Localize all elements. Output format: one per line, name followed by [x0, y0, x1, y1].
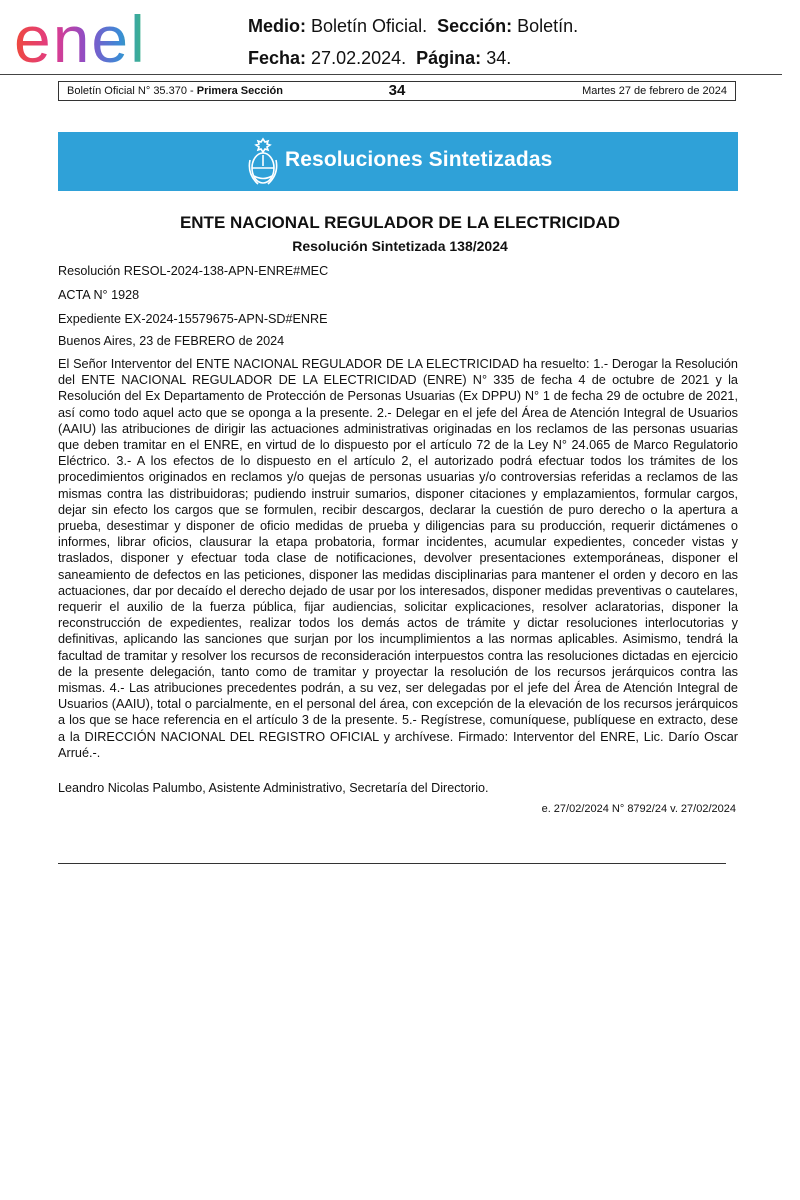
top-divider — [0, 74, 782, 75]
meta-line-2 — [248, 42, 578, 74]
pagina-value: 34. — [486, 48, 512, 68]
boletin-header — [58, 81, 736, 101]
resolution-reference: Resolución RESOL-2024-138-APN-ENRE#MEC — [58, 264, 329, 278]
banner-title: Resoluciones Sintetizadas — [285, 148, 553, 171]
expediente-number: Expediente EX-2024-15579675-APN-SD#ENRE — [58, 312, 328, 326]
fecha-label: Fecha: — [248, 48, 307, 68]
pagina-label: Página: — [416, 48, 482, 68]
resolution-body: El Señor Interventor del ENTE NACIONAL REGULADOR DE LA ELECTRICIDAD ha resuelto: 1.- Derogar la Resolución del ENTE NACIONAL REGULADOR DE LA ELECTRICIDAD (ENRE) N° 335 de fecha 4 de octubre de 2021 y la Resolución del Ex Departamento de Protección de Personas Usuarias (Ex DPPU) N° 1 de fecha 29 de octubre de 2021, así como todo aquel acto que se oponga a la presente. 2.- Delegar en el jefe del Área de Atención Integral de Usuarios (AAIU) las atribuciones de dirigir las actuaciones administrativas originadas en los reclamos de las personas usuarias que deben tramitar en el ENRE, en virtud de lo dispuesto por el artículo 72 de la Ley N° 24.065 de Marco Regulatorio Eléctrico. 3.- A los efectos de lo dispuesto en el artículo 2, el autorizado podrá efectuar todos los trámites de los procedimientos originados en reclamos y/o quejas de personas usuarias y/o controversias referidas a reclamos de las mismas contra las distribuidoras; pudiendo instruir sumarios, disponer citaciones y emplazamientos, formular cargos, dejar sin efecto los cargos que se formulen, recibir descargos, declarar la cuestión de puro derecho o la apertura a prueba, desestimar y disponer de oficio medidas de prueba y diligencias para su producción, requerir dictámenes o informes, librar oficios, clausurar la etapa probatoria, formar incidentes, acumular expedientes, conceder vistas y traslados, disponer y efectuar toda clase de notificaciones, devolver presentaciones extemporáneas, disponer el saneamiento de defectos en las peticiones, disponer las medidas disciplinarias para mantener el orden y decoro en las actuaciones, dar por decaído el derecho dejado de usar por los interesados, disponer medidas preventivas o cautelares, requerir el auxilio de la fuerza pública, fijar audiencias, solicitar explicaciones, resolver aclaratorias, disponer la reconstrucción de expedientes, realizar todos los demás actos de trámite y dictar resoluciones interlocutorias y definitivas, aplicando las sanciones que surjan por los incumplimientos a las normas aplicables. Asimismo, tendrá la facultad de tramitar y resolver los recursos de reconsideración interpuestos contra las resoluciones dictadas en ejercicio de la presente delegación, tanto como de tramitar y proyectar la resolución de los recursos jerárquicos contra las mismas. 4.- Las atribuciones precedentes podrán, a su vez, ser delegadas por el jefe del Área de Atención Integral de Usuarios (AAIU), total o parcialmente, en el personal del área, con excepción de la elevación de los recursos jerárquicos a los que se hace referencia en el artículo 3 de la presente. 5.- Regístrese, comuníquese, publíquese en extracto, dese a la DIRECCIÓN NACIONAL DEL REGISTRO OFICIAL y archívese. Firmado: Interventor del ENRE, Lic. Darío Oscar Arrué.-. — [58, 357, 738, 760]
bottom-divider — [58, 863, 726, 864]
medio-label: Medio: — [248, 16, 306, 36]
press-clipping-meta — [248, 10, 578, 74]
section-banner — [58, 132, 738, 191]
argentina-coat-of-arms-icon — [246, 136, 280, 188]
boletin-section: Primera Sección — [196, 85, 283, 97]
meta-line-1 — [248, 10, 578, 42]
enel-logo — [14, 6, 184, 70]
fecha-value: 27.02.2024. — [311, 48, 407, 68]
place-date: Buenos Aires, 23 de FEBRERO de 2024 — [58, 334, 285, 348]
organization-title: ENTE NACIONAL REGULADOR DE LA ELECTRICIDAD — [179, 213, 621, 232]
page-number: 34 — [388, 82, 406, 99]
seccion-label: Sección: — [437, 16, 513, 36]
logo-text: enel — [14, 6, 147, 70]
boletin-number: Boletín Oficial N° 35.370 - — [67, 85, 197, 97]
edition-reference: e. 27/02/2024 N° 8792/24 v. 27/02/2024 — [541, 803, 736, 815]
resolution-title: Resolución Sintetizada 138/2024 — [292, 238, 508, 254]
medio-value: Boletín Oficial. — [311, 16, 428, 36]
boletin-date: Martes 27 de febrero de 2024 — [582, 85, 727, 97]
seccion-value: Boletín. — [517, 16, 579, 36]
acta-number: ACTA N° 1928 — [58, 288, 140, 302]
signer-line: Leandro Nicolas Palumbo, Asistente Administrativo, Secretaría del Directorio. — [58, 781, 489, 795]
